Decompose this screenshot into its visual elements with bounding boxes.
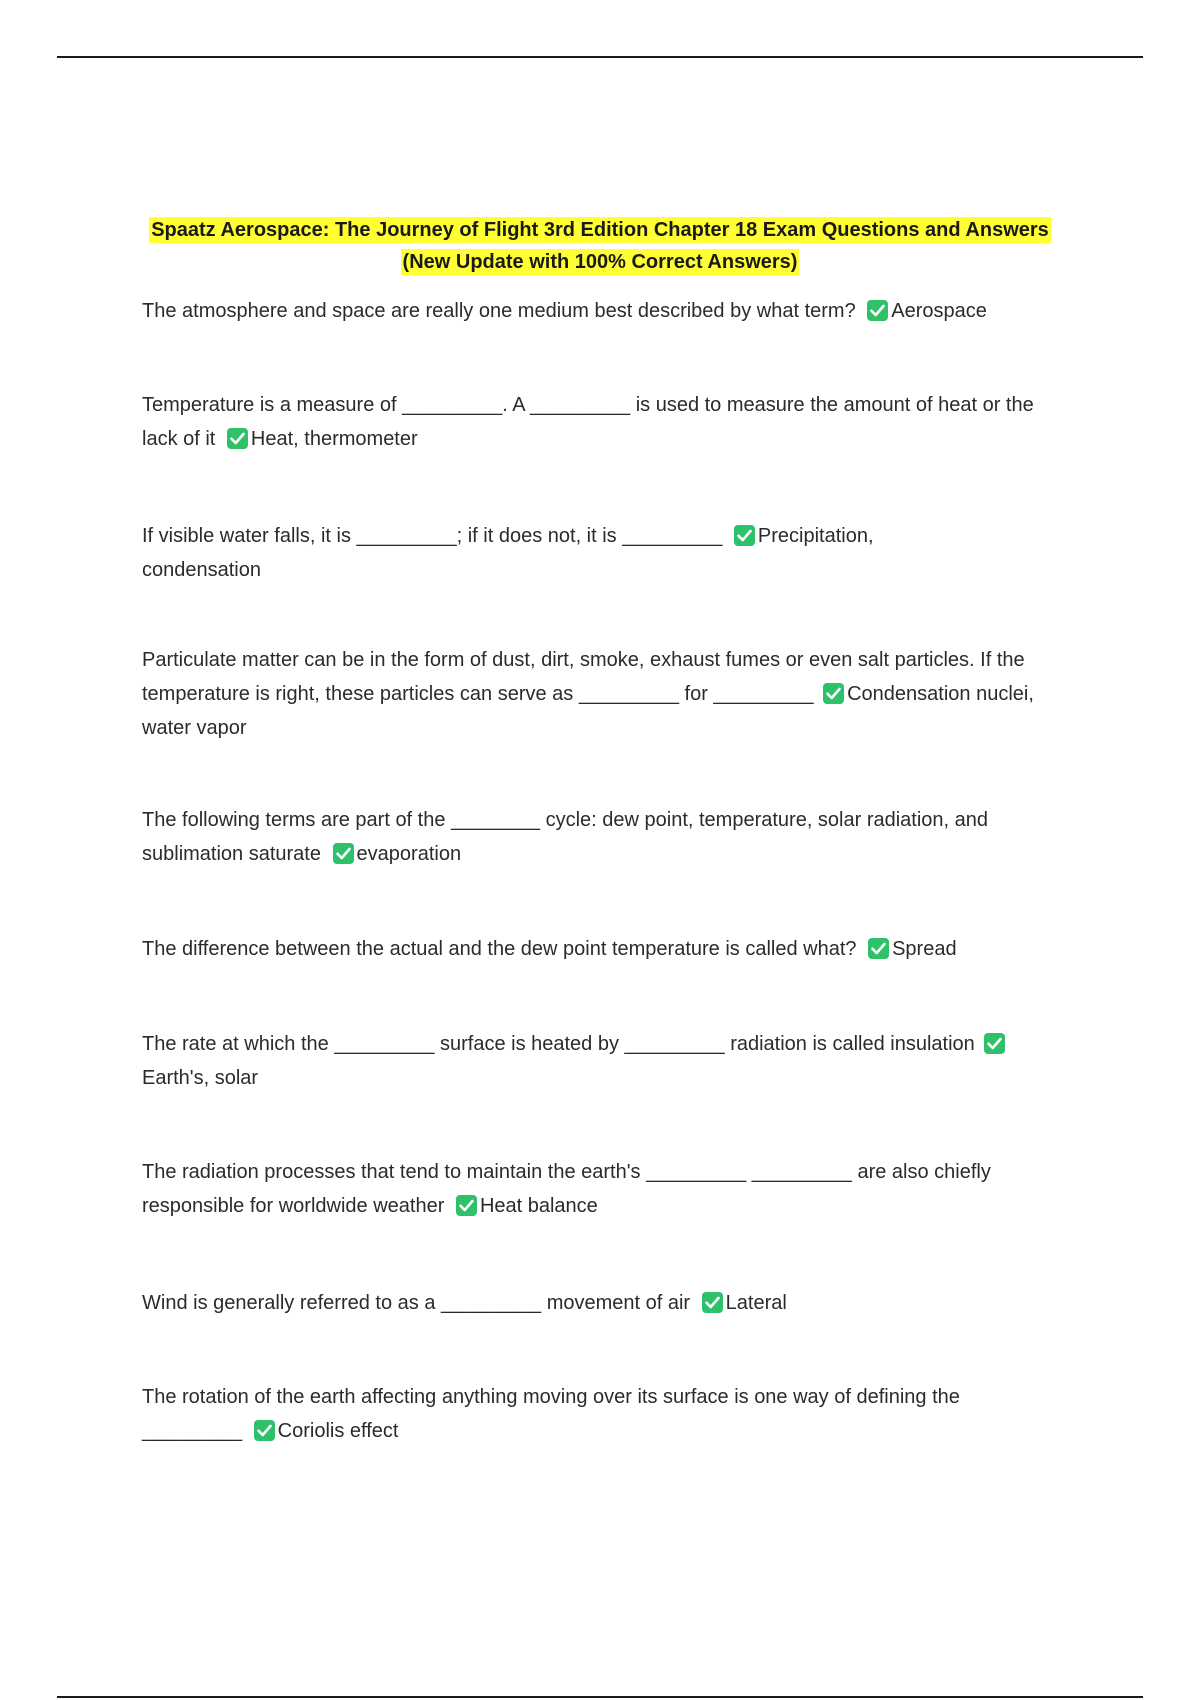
check-box-icon: [227, 428, 248, 449]
document-title: [140, 214, 1060, 278]
question-text: Particulate matter can be in the form of dust, dirt, smoke, exhaust fumes or even salt particles. If the temperature is right, these particles can serve as _________ for _________: [142, 649, 1025, 705]
footer-rule: [57, 1696, 1143, 1698]
title-line-1: Spaatz Aerospace: The Journey of Flight 3rd Edition Chapter 18 Exam Questions and Answers: [151, 219, 1049, 241]
header-rule: [57, 56, 1143, 58]
question-text: The atmosphere and space are really one medium best described by what term?: [142, 300, 856, 322]
qa-item: [142, 294, 1072, 328]
question-text: The rotation of the earth affecting anything moving over its surface is one way of defining the _________: [142, 1386, 960, 1442]
question-text: The rate at which the _________ surface is heated by _________ radiation is called insulation: [142, 1033, 975, 1055]
question-text: The following terms are part of the ________ cycle: dew point, temperature, solar radiation, and sublimation saturate: [142, 809, 989, 865]
answer-text: Condensation nuclei, water vapor: [142, 683, 1034, 739]
answer-text: Aerospace: [891, 300, 987, 322]
qa-item: [142, 932, 1072, 966]
answer-text: Earth's, solar: [142, 1067, 259, 1089]
qa-item: [142, 519, 972, 587]
question-text: Wind is generally referred to as a _________ movement of air: [142, 1292, 691, 1314]
answer-text: evaporation: [356, 843, 462, 865]
answer-text: Heat balance: [479, 1195, 598, 1217]
check-box-icon: [456, 1195, 477, 1216]
check-box-icon: [254, 1420, 275, 1441]
qa-item: [142, 643, 1077, 745]
answer-text: Lateral: [725, 1292, 787, 1314]
check-box-icon: [734, 525, 755, 546]
qa-item: [142, 1380, 1062, 1448]
check-box-icon: [702, 1292, 723, 1313]
check-box-icon: [867, 300, 888, 321]
title-line-2: (New Update with 100% Correct Answers): [402, 251, 798, 273]
answer-text: Precipitation, condensation: [142, 525, 874, 581]
answer-text: Heat, thermometer: [250, 428, 418, 450]
check-box-icon: [823, 683, 844, 704]
qa-item: [142, 1027, 1062, 1095]
qa-item: [142, 1155, 1077, 1223]
question-text: The radiation processes that tend to maintain the earth's _________ _________ are also chiefly responsible for worldwide weather: [142, 1161, 991, 1217]
answer-text: Coriolis effect: [277, 1420, 399, 1442]
check-box-icon: [868, 938, 889, 959]
question-text: The difference between the actual and the dew point temperature is called what?: [142, 938, 857, 960]
qa-item: [142, 803, 1062, 871]
question-text: If visible water falls, it is _________; if it does not, it is _________: [142, 525, 723, 547]
qa-item: [142, 1286, 1072, 1320]
qa-item: [142, 388, 1062, 456]
question-text: Temperature is a measure of _________. A _________ is used to measure the amount of heat or the lack of it: [142, 394, 1034, 450]
check-box-icon: [333, 843, 354, 864]
answer-text: Spread: [892, 938, 957, 960]
check-box-icon: [984, 1033, 1005, 1054]
